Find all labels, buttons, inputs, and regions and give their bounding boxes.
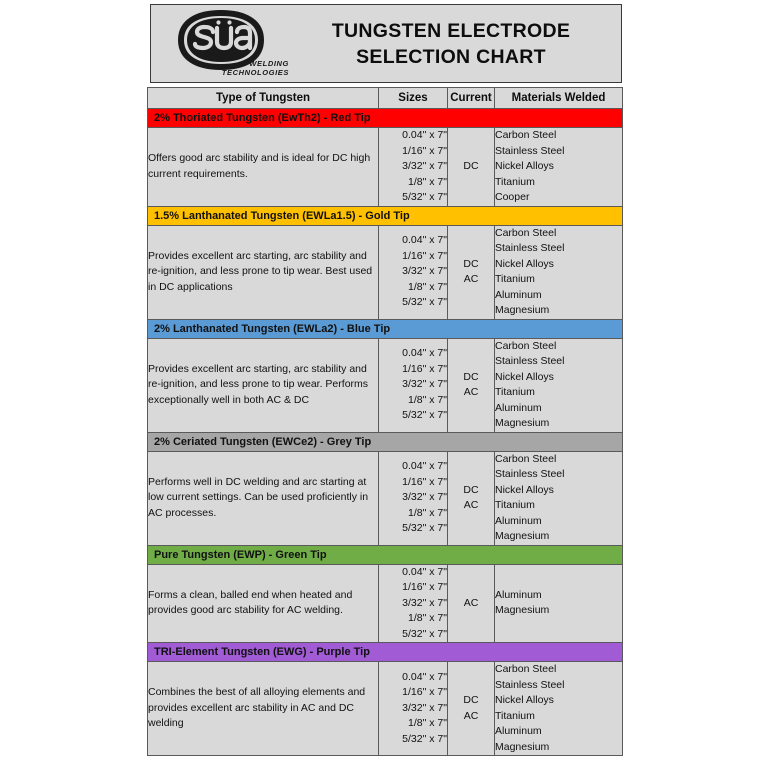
material-value: Stainless Steel [495,144,565,157]
current-cell [448,662,495,756]
material-value: Titanium [495,175,535,188]
size-value: 0.04" x 7" [402,129,447,141]
description-cell: Forms a clean, balled end when heated and provides good arc stability for AC welding. [148,564,379,643]
material-value: Magnesium [495,740,550,753]
description-cell: Provides excellent arc starting, arc stability and re-ignition, and less prone to tip wear. Performs exceptionally well in both AC & DC [148,338,379,432]
materials-cell [495,338,623,432]
material-value: Magnesium [495,417,550,429]
size-value: 3/32" x 7" [402,491,447,504]
table-row [148,338,623,432]
materials-cell [495,128,623,207]
material-value: Stainless Steel [495,468,565,480]
sua-logo [151,5,291,82]
material-value: Aluminum [495,588,542,601]
material-value: Nickel Alloys [495,483,554,496]
logo-tagline-line2: TECHNOLOGIES [221,67,289,77]
current-value: AC [463,386,479,398]
material-value: Nickel Alloys [495,160,554,172]
material-value: Carbon Steel [495,663,557,675]
description-cell: Performs well in DC welding and arc starting at low current settings. Can be used proficiently in AC processes. [148,451,379,545]
material-value: Titanium [495,273,535,285]
material-value: Nickel Alloys [495,694,554,706]
sizes-cell [379,662,448,756]
column-header-current: Current [448,88,495,109]
table-row [148,128,623,207]
material-value: Titanium [495,386,535,398]
size-value: 5/32" x 7" [402,409,447,422]
materials-cell [495,225,623,319]
column-header-type: Type of Tungsten [148,88,379,109]
size-value: 0.04" x 7" [402,234,447,247]
section-banner-row [148,432,623,451]
section-banner-label: 2% Ceriated Tungsten (EWCe2) - Grey Tip [148,433,622,451]
material-value: Carbon Steel [495,339,557,352]
column-header-materials: Materials Welded [495,88,623,109]
section-banner-cell [148,643,623,662]
size-value: 5/32" x 7" [402,522,447,535]
size-value: 1/16" x 7" [402,249,447,262]
material-value: Magnesium [495,530,550,542]
material-value: Aluminum [495,725,542,737]
size-value: 5/32" x 7" [402,296,447,309]
logo-tagline [209,60,289,77]
size-value: 3/32" x 7" [402,378,447,391]
sizes-cell [379,564,448,643]
sizes-cell [379,451,448,545]
material-value: Nickel Alloys [495,370,554,383]
current-value: AC [463,273,479,285]
material-value: Aluminum [495,514,542,527]
size-value: 1/8" x 7" [408,175,447,188]
materials-cell [495,564,623,643]
current-cell [448,451,495,545]
material-value: Carbon Steel [495,226,557,239]
sizes-cell [379,225,448,319]
size-value: 5/32" x 7" [402,732,447,745]
material-value: Stainless Steel [495,242,565,254]
section-banner-row [148,109,623,128]
section-banner-label: Pure Tungsten (EWP) - Green Tip [148,546,622,564]
table-header-row [148,88,623,109]
materials-cell [495,662,623,756]
current-value: DC [463,483,479,496]
material-value: Aluminum [495,401,542,414]
table-row [148,225,623,319]
section-banner-label: 2% Thoriated Tungsten (EwTh2) - Red Tip [148,109,622,127]
description-cell: Combines the best of all alloying elements and provides excellent arc stability in AC and DC welding [148,662,379,756]
current-cell [448,338,495,432]
table-row [148,451,623,545]
material-value: Stainless Steel [495,355,565,367]
sizes-cell [379,128,448,207]
current-value: AC [463,499,479,511]
material-value: Titanium [495,499,535,511]
section-banner-label: TRI-Element Tungsten (EWG) - Purple Tip [148,643,622,661]
current-value: DC [463,160,479,172]
size-value: 1/16" x 7" [402,581,447,593]
section-banner-cell [148,319,623,338]
column-header-sizes: Sizes [379,88,448,109]
current-value: DC [463,694,479,706]
section-banner-row [148,643,623,662]
page-title-line1: TUNGSTEN ELECTRODE [331,19,571,42]
material-value: Titanium [495,709,535,722]
size-value: 5/32" x 7" [402,627,447,640]
section-banner-row [148,545,623,564]
material-value: Magnesium [495,604,550,617]
current-cell [448,128,495,207]
chart-header [150,4,622,83]
material-value: Carbon Steel [495,452,557,465]
section-banner-cell [148,109,623,128]
page-title-line2: SELECTION CHART [356,45,546,68]
current-value: AC [463,596,479,609]
section-banner-cell [148,432,623,451]
sizes-cell [379,338,448,432]
material-value: Carbon Steel [495,129,557,141]
description-cell: Provides excellent arc starting, arc stability and re-ignition, and less prone to tip wear. Best used in DC applications [148,225,379,319]
size-value: 0.04" x 7" [402,670,447,683]
size-value: 1/8" x 7" [408,506,447,519]
size-value: 3/32" x 7" [402,265,447,278]
section-banner-cell [148,206,623,225]
section-banner-label: 1.5% Lanthanated Tungsten (EWLa1.5) - Gold Tip [148,207,622,225]
current-cell [448,564,495,643]
size-value: 0.04" x 7" [402,347,447,360]
section-banner-row [148,206,623,225]
material-value: Magnesium [495,304,550,316]
size-value: 0.04" x 7" [402,460,447,473]
size-value: 3/32" x 7" [402,701,447,714]
size-value: 1/8" x 7" [408,717,447,730]
size-value: 0.04" x 7" [402,565,447,578]
current-value: DC [463,370,479,383]
section-banner-cell [148,545,623,564]
section-banner-row [148,319,623,338]
size-value: 3/32" x 7" [402,160,447,172]
table-row [148,564,623,643]
size-value: 1/16" x 7" [402,144,447,157]
size-value: 1/16" x 7" [402,475,447,488]
material-value: Cooper [495,191,530,203]
page-title [291,18,621,70]
selection-chart-table [147,87,623,756]
size-value: 1/8" x 7" [408,393,447,406]
material-value: Stainless Steel [495,678,565,691]
size-value: 1/8" x 7" [408,280,447,293]
table-header [148,88,623,109]
table-row [148,662,623,756]
material-value: Aluminum [495,288,542,301]
size-value: 1/8" x 7" [408,612,447,624]
size-value: 1/16" x 7" [402,362,447,375]
current-value: AC [463,709,479,722]
description-cell: Offers good arc stability and is ideal for DC high current requirements. [148,128,379,207]
logo-tagline-line1: WELDING [249,59,289,68]
current-cell [448,225,495,319]
size-value: 5/32" x 7" [402,191,447,203]
size-value: 3/32" x 7" [402,596,447,609]
current-value: DC [463,257,479,270]
size-value: 1/16" x 7" [402,686,447,699]
materials-cell [495,451,623,545]
section-banner-label: 2% Lanthanated Tungsten (EWLa2) - Blue Tip [148,320,622,338]
material-value: Nickel Alloys [495,257,554,270]
table-body [148,109,623,756]
